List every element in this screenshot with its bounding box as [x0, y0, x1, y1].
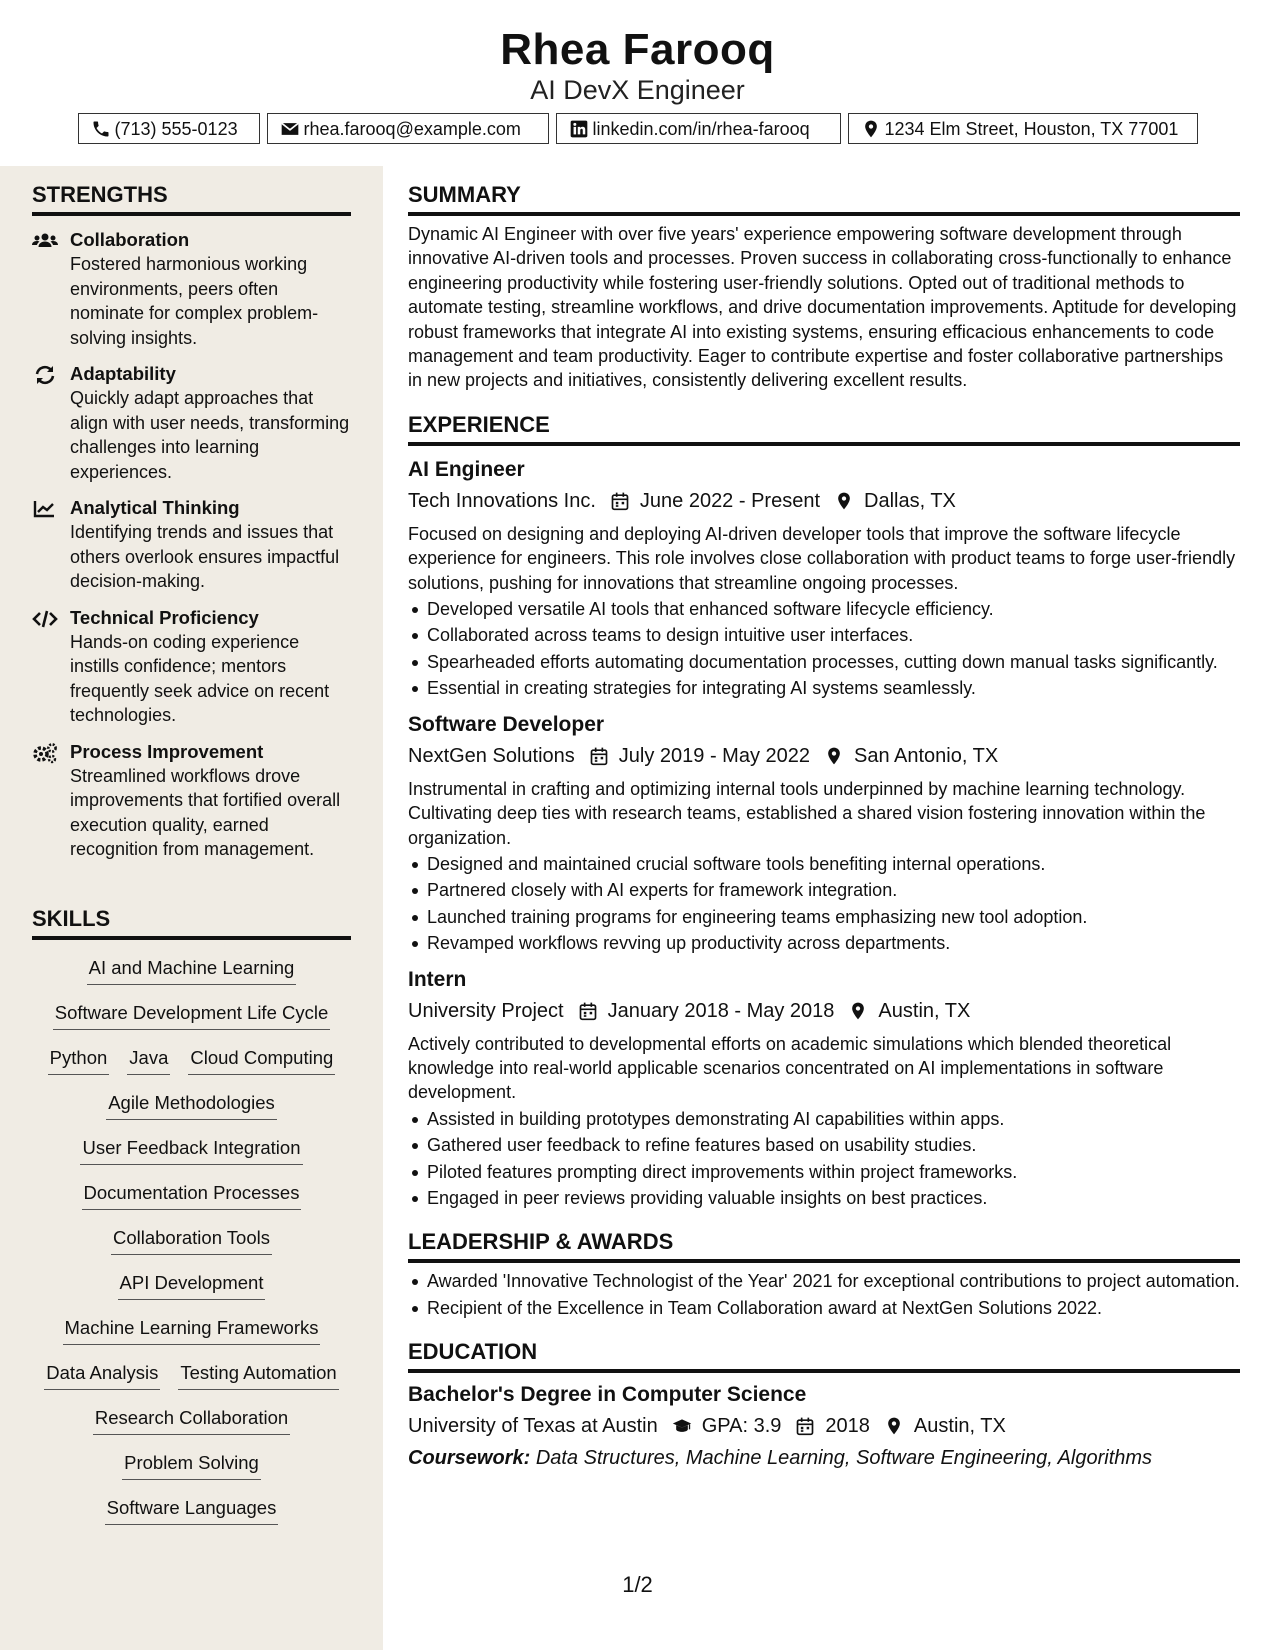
contact-email[interactable]	[267, 113, 549, 144]
strength-item	[32, 606, 351, 728]
skills-heading: SKILLS	[32, 904, 351, 940]
strength-desc: Streamlined workflows drove improvements that fortified overall execution quality, earned recognition from management.	[70, 765, 341, 859]
skill-row	[32, 1090, 351, 1120]
skill-tag: AI and Machine Learning	[87, 955, 297, 985]
job-entry	[408, 711, 1240, 956]
education-year: 2018	[825, 1415, 870, 1438]
contact-phone[interactable]	[78, 113, 260, 144]
education-meta	[408, 1411, 1240, 1441]
coursework	[408, 1443, 1240, 1473]
strength-title: Technical Proficiency	[70, 606, 259, 628]
list-item: Piloted features prompting direct improvements within project frameworks.	[408, 1160, 1240, 1184]
skill-tag: Machine Learning Frameworks	[63, 1315, 321, 1345]
skill-tag: Problem Solving	[122, 1450, 261, 1480]
education-section	[408, 1337, 1240, 1473]
sidebar	[0, 166, 383, 1650]
list-item: Designed and maintained crucial software tools benefiting internal operations.	[408, 852, 1240, 876]
job-bullets	[408, 1107, 1240, 1211]
list-item: Launched training programs for engineering teams emphasizing new tool adoption.	[408, 905, 1240, 929]
education-heading: EDUCATION	[408, 1337, 1240, 1373]
skill-row	[32, 1270, 351, 1300]
strength-title: Adaptability	[70, 363, 176, 384]
coursework-list: Data Structures, Machine Learning, Software Engineering, Algorithms	[535, 1447, 1153, 1470]
skill-tag: Software Development Life Cycle	[53, 1000, 331, 1030]
strength-desc: Identifying trends and issues that others overlook ensures impactful decision-making.	[70, 522, 340, 591]
phone-text: (713) 555-0123	[114, 118, 238, 139]
skill-row	[32, 1495, 351, 1525]
map-marker-icon	[884, 1416, 904, 1436]
job-bullets	[408, 852, 1240, 956]
job-company: Tech Innovations Inc.	[408, 489, 596, 512]
candidate-name: Rhea Farooq	[500, 25, 775, 74]
calendar-icon	[610, 491, 630, 511]
page-number: 1/2	[622, 1572, 653, 1597]
skill-row	[32, 1180, 351, 1210]
skill-row	[32, 955, 351, 985]
skill-tag: Python	[48, 1045, 110, 1075]
job-meta	[408, 486, 1240, 516]
list-item: Partnered closely with AI experts for framework integration.	[408, 878, 1240, 902]
education-location: Austin, TX	[913, 1415, 1006, 1438]
job-meta	[408, 996, 1240, 1026]
linkedin-text: linkedin.com/in/rhea-farooq	[592, 118, 810, 139]
skill-tag: Collaboration Tools	[111, 1225, 272, 1255]
map-marker-icon	[848, 1001, 868, 1021]
job-dates: July 2019 - May 2022	[618, 744, 810, 767]
education-degree: Bachelor's Degree in Computer Science	[408, 1383, 807, 1407]
skill-tag: Java	[127, 1045, 170, 1075]
phone-icon	[91, 119, 111, 139]
list-item: Developed versatile AI tools that enhanced software lifecycle efficiency.	[408, 597, 1240, 621]
skill-tag: Research Collaboration	[93, 1405, 290, 1435]
resume-header	[0, 0, 1275, 165]
job-location: San Antonio, TX	[854, 744, 999, 767]
strengths-section	[32, 180, 351, 862]
candidate-title: AI DevX Engineer	[530, 75, 745, 105]
skill-row	[32, 1315, 351, 1345]
strength-item	[32, 496, 351, 594]
job-location: Dallas, TX	[864, 489, 956, 512]
linkedin-icon	[569, 119, 589, 139]
job-description: Instrumental in crafting and optimizing internal tools underpinned by machine learning technology. Cultivating deep ties with research teams, established a shared vision fostering innovation within the organization.	[408, 778, 1206, 848]
sync-icon	[32, 364, 58, 386]
strength-desc: Hands-on coding experience instills confidence; mentors frequently seek advice on recent technologies.	[70, 631, 330, 725]
job-description: Focused on designing and deploying AI-driven developer tools that improve the software lifecycle experience for engineers. This role involves close collaboration with product teams to forge user-friendly solutions, pushing for innovations that streamline ongoing processes.	[408, 523, 1236, 593]
map-marker-icon	[824, 746, 844, 766]
awards-heading: LEADERSHIP & AWARDS	[408, 1227, 1240, 1263]
job-company: University Project	[408, 999, 564, 1022]
contact-address[interactable]	[848, 113, 1198, 144]
map-marker-icon	[834, 491, 854, 511]
list-item: Assisted in building prototypes demonstrating AI capabilities within apps.	[408, 1107, 1240, 1131]
strength-item	[32, 228, 351, 350]
job-description: Actively contributed to developmental efforts on academic simulations which blended theoretical knowledge into real-world applicable scenarios concentrated on AI implementations in software development.	[408, 1033, 1172, 1103]
list-item: Essential in creating strategies for integrating AI systems seamlessly.	[408, 676, 1240, 700]
summary-heading: SUMMARY	[408, 180, 1240, 216]
strength-item	[32, 362, 351, 484]
skill-tag: Software Languages	[105, 1495, 279, 1525]
skill-row	[32, 1135, 351, 1165]
main-content	[408, 180, 1240, 1473]
calendar-icon	[578, 1001, 598, 1021]
skills-section	[32, 904, 351, 1525]
skill-row	[32, 1000, 351, 1030]
job-entry	[408, 456, 1240, 701]
experience-section	[408, 410, 1240, 1211]
awards-list	[408, 1269, 1240, 1320]
experience-heading: EXPERIENCE	[408, 410, 1240, 446]
job-entry	[408, 966, 1240, 1211]
gears-icon	[32, 742, 58, 764]
calendar-icon	[795, 1416, 815, 1436]
skill-row	[32, 1405, 351, 1435]
job-title: Software Developer	[408, 712, 605, 736]
skill-row	[32, 1045, 351, 1075]
list-item: Recipient of the Excellence in Team Collaboration award at NextGen Solutions 2022.	[408, 1296, 1240, 1320]
skill-tag: Documentation Processes	[82, 1180, 302, 1210]
strengths-heading: STRENGTHS	[32, 180, 351, 216]
strength-item	[32, 740, 351, 862]
job-dates: June 2022 - Present	[639, 489, 821, 512]
chart-line-icon	[32, 498, 58, 520]
skill-tag: User Feedback Integration	[80, 1135, 302, 1165]
strength-title: Analytical Thinking	[70, 497, 240, 518]
education-school: University of Texas at Austin	[408, 1415, 658, 1438]
email-text: rhea.farooq@example.com	[303, 118, 521, 139]
list-item: Gathered user feedback to refine features based on usability studies.	[408, 1133, 1240, 1157]
job-title: AI Engineer	[408, 457, 525, 481]
skill-tag: Testing Automation	[178, 1360, 338, 1390]
awards-section	[408, 1227, 1240, 1320]
job-location: Austin, TX	[878, 999, 971, 1022]
strength-title: Process Improvement	[70, 740, 264, 762]
skill-row	[32, 1225, 351, 1255]
contact-bar	[0, 113, 1275, 144]
calendar-icon	[589, 746, 609, 766]
skill-tag: Data Analysis	[44, 1360, 160, 1390]
skill-row	[32, 1360, 351, 1390]
strength-desc: Fostered harmonious working environments, peers often nominate for complex problem-solving insights.	[70, 254, 319, 348]
list-item: Awarded 'Innovative Technologist of the Year' 2021 for exceptional contributions to project automation.	[408, 1269, 1240, 1293]
skill-row	[32, 1450, 351, 1480]
list-item: Engaged in peer reviews providing valuable insights on best practices.	[408, 1186, 1240, 1210]
education-gpa: GPA: 3.9	[701, 1415, 782, 1438]
strength-desc: Quickly adapt approaches that align with user needs, transforming challenges into learning experiences.	[70, 388, 350, 482]
list-item: Revamped workflows revving up productivity across departments.	[408, 931, 1240, 955]
contact-linkedin[interactable]	[556, 113, 841, 144]
list-item: Collaborated across teams to design intuitive user interfaces.	[408, 623, 1240, 647]
job-title: Intern	[408, 967, 467, 991]
map-marker-icon	[861, 119, 881, 139]
job-bullets	[408, 597, 1240, 701]
skill-tag: Agile Methodologies	[106, 1090, 277, 1120]
job-company: NextGen Solutions	[408, 744, 575, 767]
skill-tag: Cloud Computing	[188, 1045, 335, 1075]
users-icon	[32, 230, 58, 252]
envelope-icon	[280, 119, 300, 139]
list-item: Spearheaded efforts automating documentation processes, cutting down manual tasks significantly.	[408, 650, 1240, 674]
summary-section	[408, 180, 1240, 393]
summary-text: Dynamic AI Engineer with over five years' experience empowering software development through innovative AI-driven tools and processes. Proven success in collaborating cross-functionally to enhance engineering productivity while fostering user-friendly solutions. Opted out of traditional methods to automate testing, streamline workflows, and drive documentation improvements. Aptitude for developing robust frameworks that integrate AI into existing systems, ensuring efficacious enhancements to code management and team productivity. Eager to contribute expertise and foster collaborative partnerships in new projects and initiatives, consistently delivering excellent results.	[408, 224, 1237, 391]
job-meta	[408, 741, 1240, 771]
skill-tag: API Development	[118, 1270, 266, 1300]
job-dates: January 2018 - May 2018	[607, 999, 835, 1022]
coursework-label: Coursework:	[408, 1447, 531, 1470]
strength-title: Collaboration	[70, 229, 190, 250]
address-text: 1234 Elm Street, Houston, TX 77001	[884, 118, 1179, 139]
graduation-cap-icon	[672, 1416, 692, 1436]
code-icon	[32, 608, 58, 630]
